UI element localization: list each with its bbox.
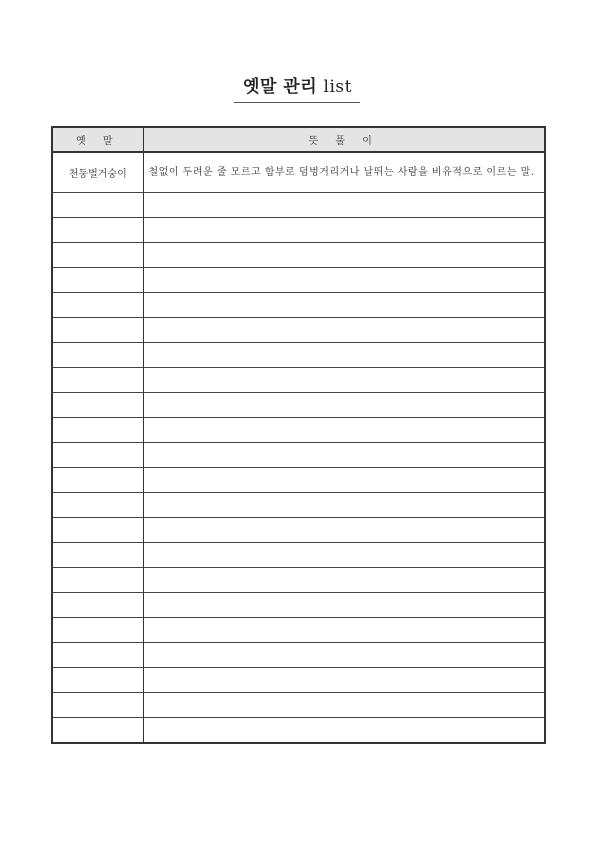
meaning-cell[interactable] <box>143 343 545 368</box>
meaning-cell[interactable] <box>143 593 545 618</box>
proverb-cell[interactable] <box>52 418 143 443</box>
proverb-table <box>51 126 546 744</box>
table-row <box>52 468 545 493</box>
table-row <box>52 718 545 744</box>
title-underline <box>234 102 360 103</box>
document-title <box>0 72 595 97</box>
proverb-cell[interactable] <box>52 243 143 268</box>
title-korean: 옛말 관리 <box>243 77 318 97</box>
proverb-cell[interactable] <box>52 268 143 293</box>
meaning-cell[interactable] <box>143 618 545 643</box>
proverb-cell[interactable] <box>52 518 143 543</box>
meaning-cell[interactable] <box>143 668 545 693</box>
table-row <box>52 593 545 618</box>
meaning-cell[interactable]: 철없이 두려운 줄 모르고 함부로 덤벙거리거나 날뛰는 사람을 비유적으로 이르는 말. <box>148 166 535 178</box>
table-row <box>52 543 545 568</box>
meaning-cell[interactable] <box>143 418 545 443</box>
table-row <box>52 193 545 218</box>
meaning-cell[interactable] <box>143 468 545 493</box>
header-proverb: 옛 말 <box>52 127 143 152</box>
proverb-cell[interactable] <box>52 193 143 218</box>
table-row <box>52 618 545 643</box>
table-row <box>52 443 545 468</box>
proverb-cell[interactable] <box>52 293 143 318</box>
proverb-cell[interactable] <box>52 593 143 618</box>
meaning-cell[interactable] <box>143 193 545 218</box>
meaning-cell[interactable] <box>143 368 545 393</box>
meaning-cell[interactable] <box>143 643 545 668</box>
table-row <box>52 393 545 418</box>
proverb-cell[interactable] <box>52 668 143 693</box>
proverb-cell[interactable] <box>52 618 143 643</box>
table-row <box>52 293 545 318</box>
table-row <box>52 518 545 543</box>
table-row <box>52 243 545 268</box>
meaning-cell[interactable] <box>143 568 545 593</box>
meaning-cell[interactable] <box>143 443 545 468</box>
meaning-cell[interactable] <box>143 243 545 268</box>
table-row <box>52 152 545 193</box>
meaning-cell[interactable] <box>143 543 545 568</box>
proverb-cell[interactable] <box>52 543 143 568</box>
proverb-cell[interactable] <box>52 343 143 368</box>
table-row <box>52 318 545 343</box>
table-row <box>52 643 545 668</box>
proverb-cell[interactable] <box>52 643 143 668</box>
meaning-cell[interactable] <box>143 318 545 343</box>
proverb-cell[interactable] <box>52 493 143 518</box>
header-meaning: 뜻 풀 이 <box>143 127 545 152</box>
proverb-cell[interactable] <box>52 318 143 343</box>
proverb-cell[interactable] <box>52 218 143 243</box>
table-row <box>52 693 545 718</box>
meaning-cell[interactable] <box>143 218 545 243</box>
meaning-cell[interactable] <box>143 718 545 744</box>
table-header-row <box>52 127 545 152</box>
table-row <box>52 268 545 293</box>
table-row <box>52 368 545 393</box>
meaning-cell[interactable] <box>143 268 545 293</box>
proverb-cell[interactable] <box>52 368 143 393</box>
table-row <box>52 418 545 443</box>
meaning-cell[interactable] <box>143 518 545 543</box>
proverb-cell[interactable] <box>52 468 143 493</box>
table-row <box>52 568 545 593</box>
proverb-cell[interactable] <box>52 568 143 593</box>
title-latin: list <box>323 77 352 97</box>
proverb-cell[interactable]: 천둥벌거숭이 <box>52 152 143 193</box>
table-row <box>52 218 545 243</box>
proverb-cell[interactable] <box>52 443 143 468</box>
table-row <box>52 343 545 368</box>
proverb-cell[interactable] <box>52 393 143 418</box>
meaning-cell[interactable] <box>143 293 545 318</box>
meaning-cell[interactable] <box>143 393 545 418</box>
table-row <box>52 493 545 518</box>
proverb-cell[interactable] <box>52 693 143 718</box>
proverb-cell[interactable] <box>52 718 143 744</box>
table-row <box>52 668 545 693</box>
meaning-cell[interactable] <box>143 693 545 718</box>
meaning-cell[interactable] <box>143 493 545 518</box>
